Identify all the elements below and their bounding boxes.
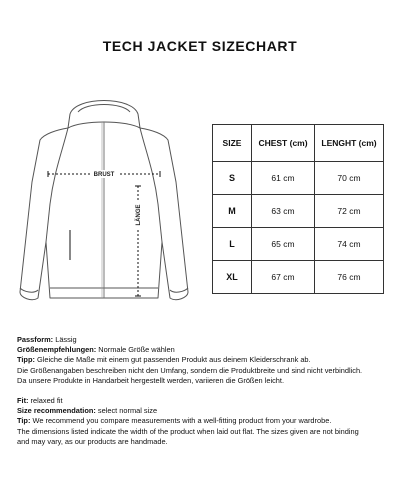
note-text: We recommend you compare measurements with a well-fitting product from your wardrobe. xyxy=(30,416,332,426)
note-fit-de xyxy=(17,335,387,345)
table-header-row xyxy=(213,125,384,162)
note-label: Passform: xyxy=(17,335,54,344)
size-cell: S xyxy=(213,162,252,195)
length-label: LÄNGE xyxy=(136,204,142,226)
size-cell: L xyxy=(213,228,252,261)
note-line4-de: Die Größenangaben beschreiben nicht den Umfang, sondern die Produktbreite und sind nicht verbindlich. xyxy=(17,365,363,375)
note-label: Fit: xyxy=(17,396,29,406)
chest-cell: 67 cm xyxy=(252,261,315,294)
length-cell: 72 cm xyxy=(315,195,384,228)
note-line5-en: and may vary, as our products are handmade. xyxy=(17,436,168,446)
chest-cell: 61 cm xyxy=(252,162,315,195)
note-text: Gleiche die Maße mit einem gut passenden Produkt aus deinem Kleiderschrank ab. xyxy=(34,355,311,365)
note-text: Normale Größe wählen xyxy=(96,345,175,355)
chest-cell: 63 cm xyxy=(252,195,315,228)
length-cell: 74 cm xyxy=(315,228,384,261)
note-label: Tipp: xyxy=(17,355,35,365)
note-text: relaxed fit xyxy=(28,396,63,406)
table-row xyxy=(213,162,384,195)
table-row xyxy=(213,228,384,261)
note-rec-en xyxy=(17,406,387,416)
chart-title: TECH JACKET SIZECHART xyxy=(102,38,298,54)
size-cell: XL xyxy=(213,261,252,294)
note-line5-de: Da unsere Produkte in Handarbeit hergestellt werden, variieren die Größen leicht. xyxy=(17,375,285,385)
notes-section xyxy=(17,335,387,447)
note-text: Lässig xyxy=(53,335,77,344)
note-fit-en xyxy=(17,396,387,406)
table-row xyxy=(213,261,384,294)
chest-cell: 65 cm xyxy=(252,228,315,261)
header-chest: CHEST (cm) xyxy=(252,125,315,162)
header-size: SIZE xyxy=(213,125,252,162)
length-cell: 70 cm xyxy=(315,162,384,195)
table-row xyxy=(213,195,384,228)
size-cell: M xyxy=(213,195,252,228)
note-tip-de xyxy=(17,355,387,365)
note-label: Tip: xyxy=(17,416,31,426)
chest-label: BRUST xyxy=(93,172,115,178)
size-table xyxy=(212,124,384,294)
note-rec-de xyxy=(17,345,387,355)
note-label: Größenempfehlungen: xyxy=(17,345,97,355)
jacket-diagram xyxy=(6,92,202,316)
note-label: Size recommendation: xyxy=(17,406,96,416)
length-cell: 76 cm xyxy=(315,261,384,294)
note-line4-en: The dimensions listed indicate the width of the product when laid out flat. The sizes given are not binding xyxy=(17,426,359,436)
spacer xyxy=(17,386,387,396)
note-tip-en xyxy=(17,416,387,426)
header-length: LENGHT (cm) xyxy=(315,125,384,162)
note-text: select normal size xyxy=(95,406,158,416)
